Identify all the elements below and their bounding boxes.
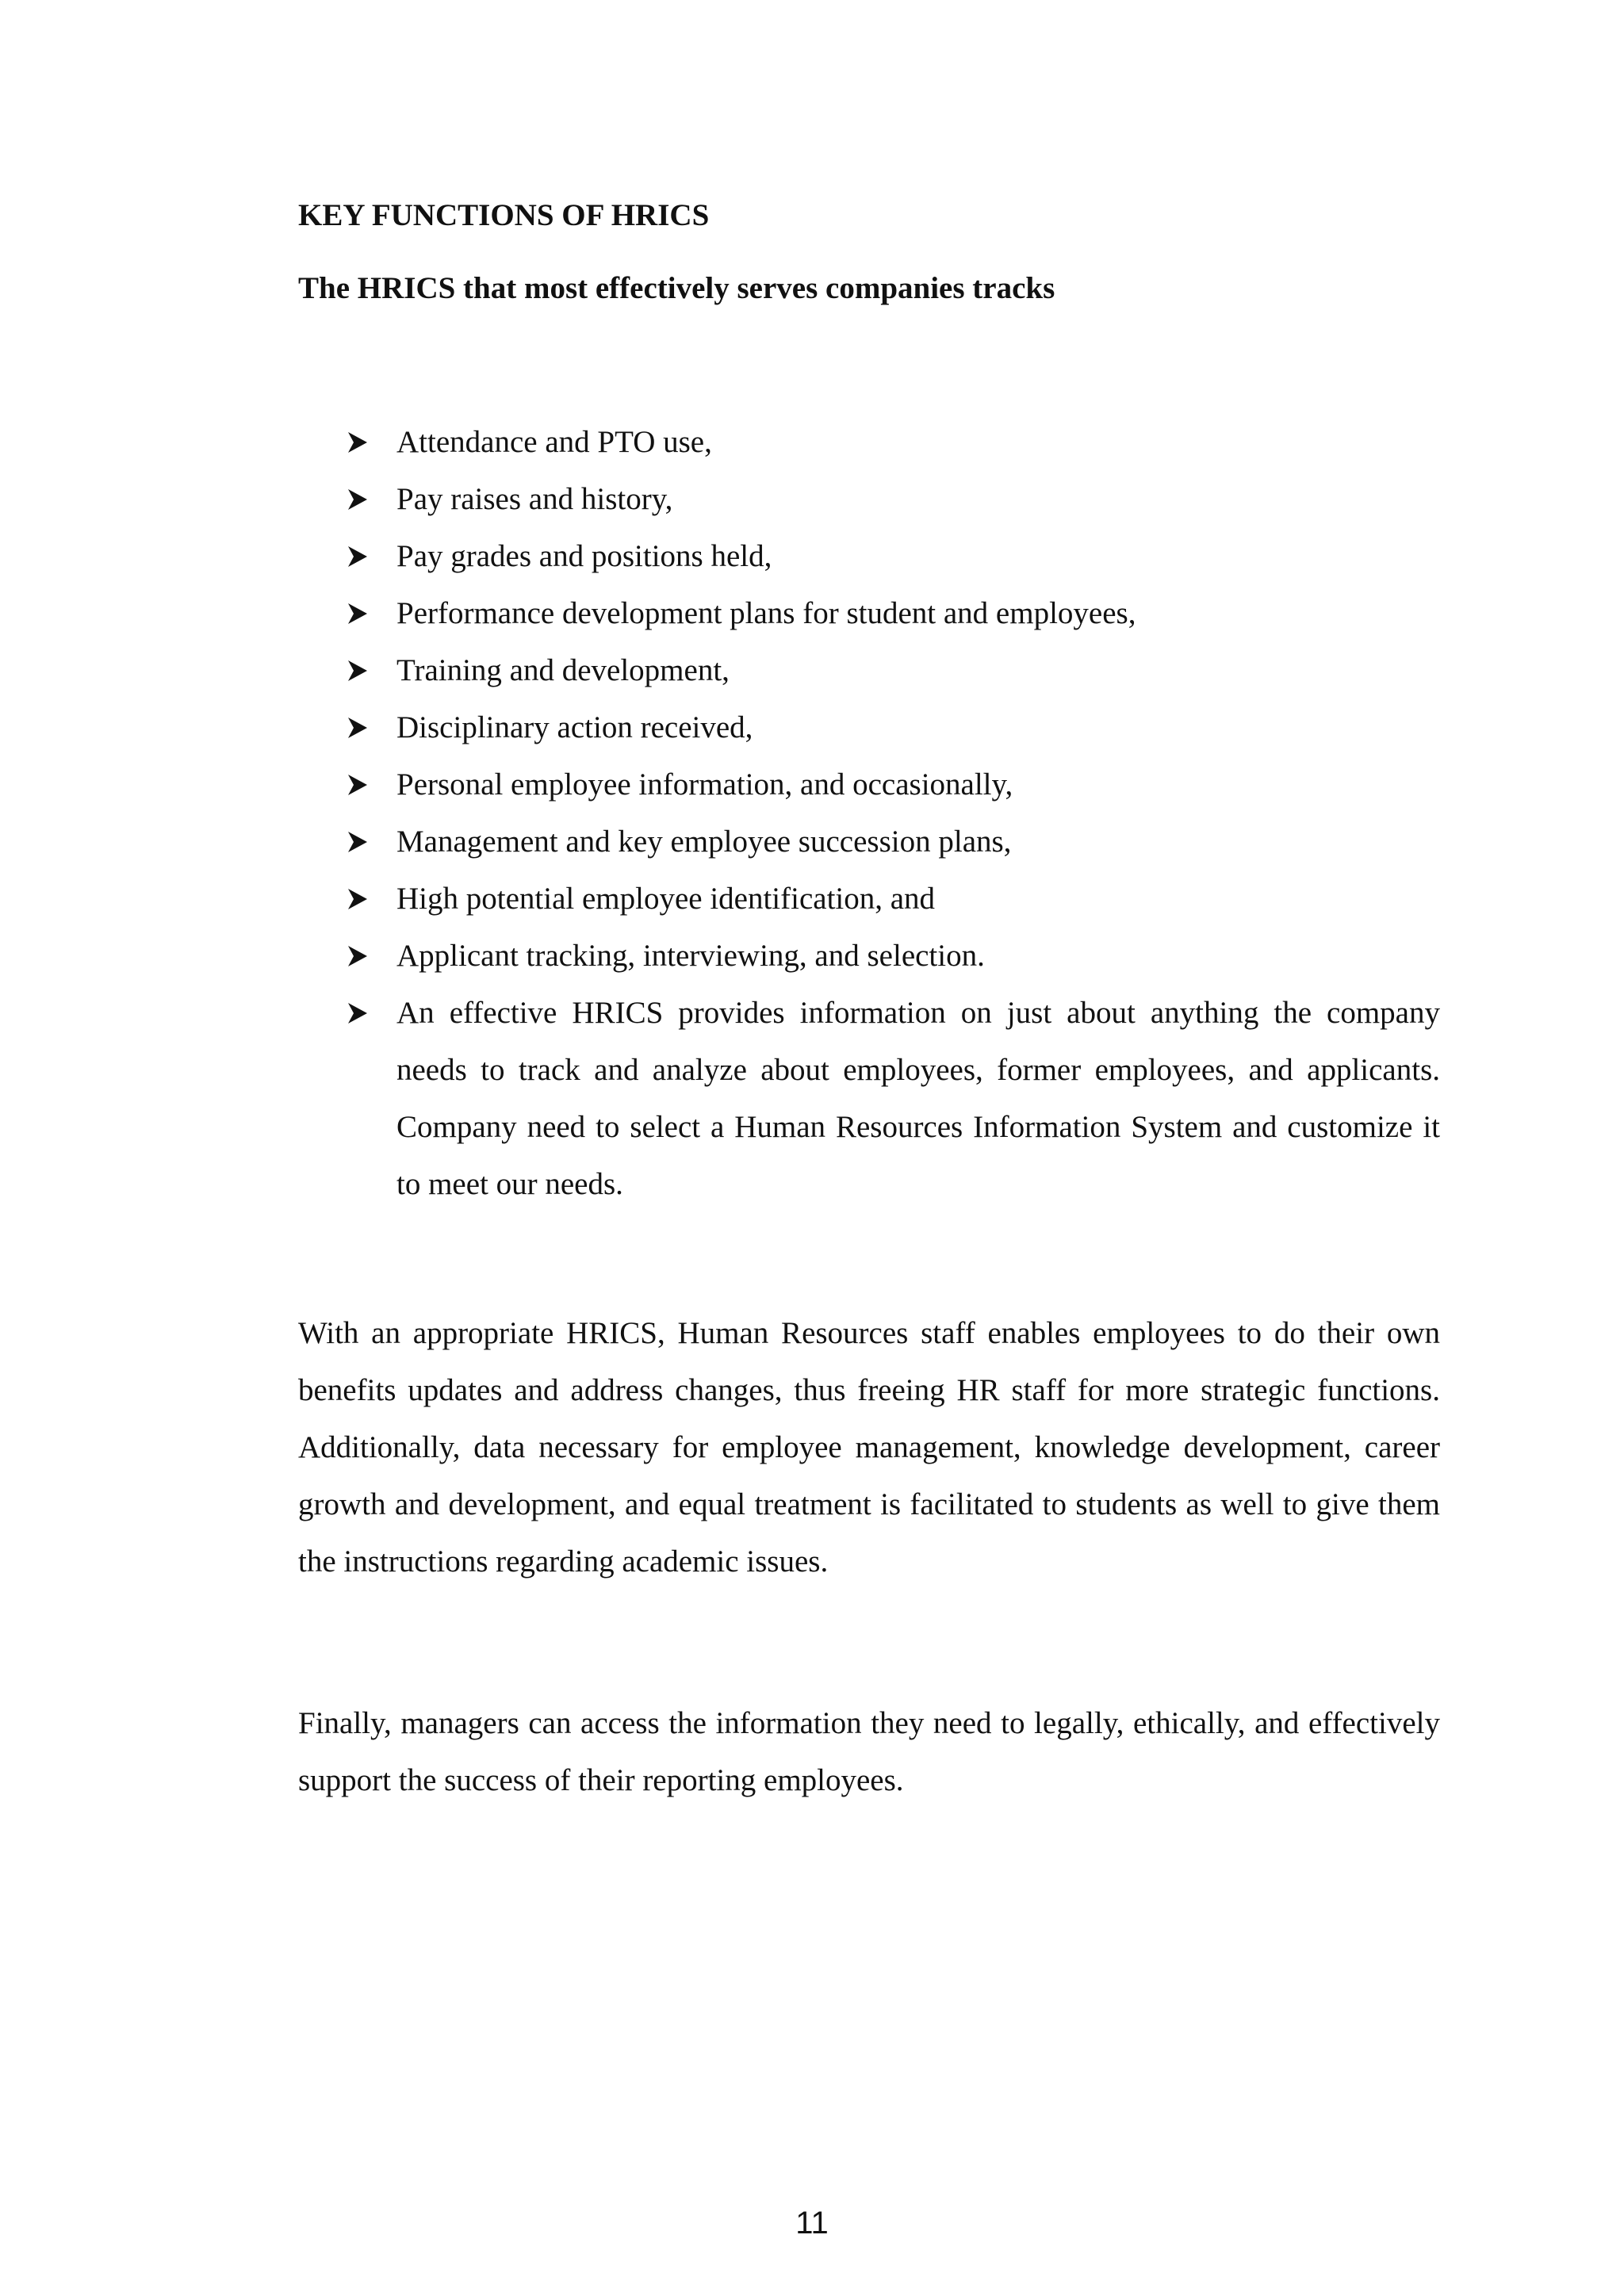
body-paragraph: Finally, managers can access the information they need to legally, ethically, and effectively support the success of their reporting employees. <box>298 1706 1440 1797</box>
list-item <box>346 528 1440 585</box>
body-paragraph: With an appropriate HRICS, Human Resources staff enables employees to do their own benefits updates and address changes, thus freeing HR staff for more strategic functions. Additionally, data necessary for employee management, knowledge development, career growth and development, and equal treatment is facilitated to students as well to give them the instructions regarding academic issues. <box>298 1316 1440 1578</box>
page-number: 11 <box>795 2206 829 2241</box>
arrowhead-bullet-icon <box>346 813 377 871</box>
arrowhead-bullet-icon <box>346 756 377 813</box>
list-item-text: High potential employee identification, and <box>396 882 936 916</box>
arrowhead-bullet-icon <box>346 528 377 585</box>
list-item-text: Personal employee information, and occasionally, <box>396 767 1013 802</box>
list-item-text: Training and development, <box>396 653 730 687</box>
arrowhead-bullet-icon <box>346 928 377 985</box>
list-item-text: An effective HRICS provides information on just about anything the company needs to track and analyze about employees, former employees, and applicants. Company need to select a Human Resources Information System and customize it to meet our needs. <box>396 996 1440 1201</box>
arrowhead-bullet-icon <box>346 871 377 928</box>
list-item <box>346 813 1440 871</box>
arrowhead-bullet-icon <box>346 585 377 642</box>
arrowhead-bullet-icon <box>346 471 377 528</box>
list-item <box>346 642 1440 699</box>
arrowhead-bullet-icon <box>346 699 377 756</box>
list-item <box>346 699 1440 756</box>
list-item <box>346 756 1440 813</box>
list-item <box>346 471 1440 528</box>
list-item-text: Management and key employee succession plans, <box>396 825 1012 859</box>
list-item-text: Performance development plans for student and employees, <box>396 596 1136 630</box>
arrowhead-bullet-icon <box>346 414 377 471</box>
list-item <box>346 985 1440 1213</box>
list-item <box>346 414 1440 471</box>
list-item <box>346 871 1440 928</box>
list-item-text: Pay grades and positions held, <box>396 539 772 573</box>
bullet-list <box>346 414 1440 1213</box>
list-item-text: Applicant tracking, interviewing, and selection. <box>396 939 985 973</box>
section-heading: KEY FUNCTIONS OF HRICS <box>298 198 710 232</box>
arrowhead-bullet-icon <box>346 985 377 1042</box>
section-subheading: The HRICS that most effectively serves companies tracks <box>298 271 1055 305</box>
list-item <box>346 585 1440 642</box>
list-item-text: Disciplinary action received, <box>396 710 753 744</box>
list-item-text: Pay raises and history, <box>396 482 673 516</box>
list-item <box>346 928 1440 985</box>
arrowhead-bullet-icon <box>346 642 377 699</box>
list-item-text: Attendance and PTO use, <box>396 425 712 459</box>
